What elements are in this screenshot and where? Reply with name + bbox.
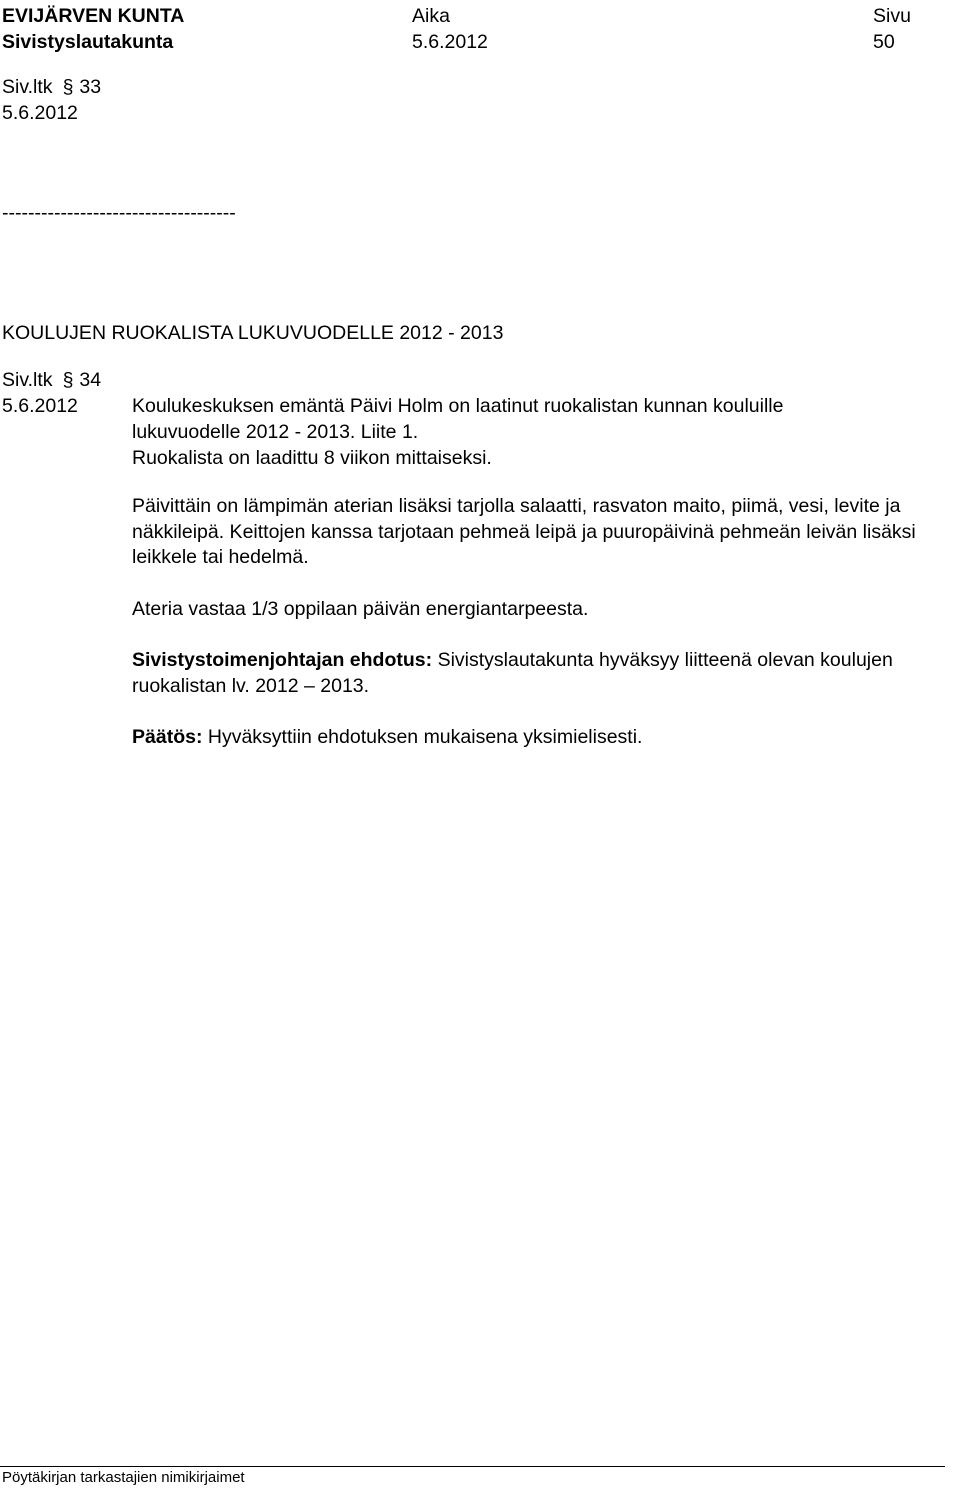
intro-line-3: Ruokalista on laadittu 8 viikon mittaiseksi.: [132, 447, 492, 469]
decision-text: Hyväksyttiin ehdotuksen mukaisena yksimielisesti.: [207, 726, 643, 748]
prev-section-prefix: Siv.ltk: [2, 76, 53, 98]
proposal-paragraph: [132, 648, 958, 699]
meeting-date: 5.6.2012: [412, 31, 488, 53]
decision-paragraph: [132, 726, 642, 749]
page-number: 50: [873, 31, 895, 53]
proposal-label: Sivistystoimenjohtajan ehdotus:: [132, 649, 433, 671]
board-name: Sivistyslautakunta: [2, 31, 174, 53]
section-prefix: Siv.ltk: [2, 369, 53, 391]
section-sign-icon: §: [62, 76, 74, 98]
daily-paragraph: Päivittäin on lämpimän aterian lisäksi tarjolla salaatti, rasvaton maito, piimä, vesi, levite ja näkkileipä. Keittojen kanssa tarjotaan pehmeä leipä ja puuropäivinä pehmeän leivän lisäksi leikkele tai hedelmä.: [132, 495, 916, 568]
section-ref: [2, 369, 101, 392]
section-number: 34: [79, 369, 102, 391]
separator: ------------------------------------: [2, 202, 236, 224]
prev-section-date: 5.6.2012: [2, 102, 78, 124]
footer-signatures-label: Pöytäkirjan tarkastajien nimikirjaimet: [2, 1469, 245, 1486]
section-title: KOULUJEN RUOKALISTA LUKUVUODELLE 2012 - 2013: [2, 322, 504, 344]
intro-line-2: lukuvuodelle 2012 - 2013. Liite 1.: [132, 421, 419, 443]
prev-section-ref: [2, 76, 101, 99]
footer-divider: [0, 1466, 945, 1467]
energy-paragraph: Ateria vastaa 1/3 oppilaan päivän energiantarpeesta.: [132, 598, 589, 620]
proposal-text: Sivistyslautakunta hyväksyy liitteenä olevan koulujen ruokalistan lv. 2012 – 2013.: [132, 649, 893, 697]
section-sign-icon: §: [62, 369, 74, 391]
decision-label: Päätös:: [132, 726, 203, 748]
prev-section-number: 33: [79, 76, 102, 98]
section-date: 5.6.2012: [2, 395, 78, 417]
date-label: Aika: [412, 5, 450, 27]
municipality-name: EVIJÄRVEN KUNTA: [2, 5, 185, 27]
intro-line-1: Koulukeskuksen emäntä Päivi Holm on laatinut ruokalistan kunnan kouluille: [132, 395, 784, 417]
page-label: Sivu: [873, 5, 911, 27]
